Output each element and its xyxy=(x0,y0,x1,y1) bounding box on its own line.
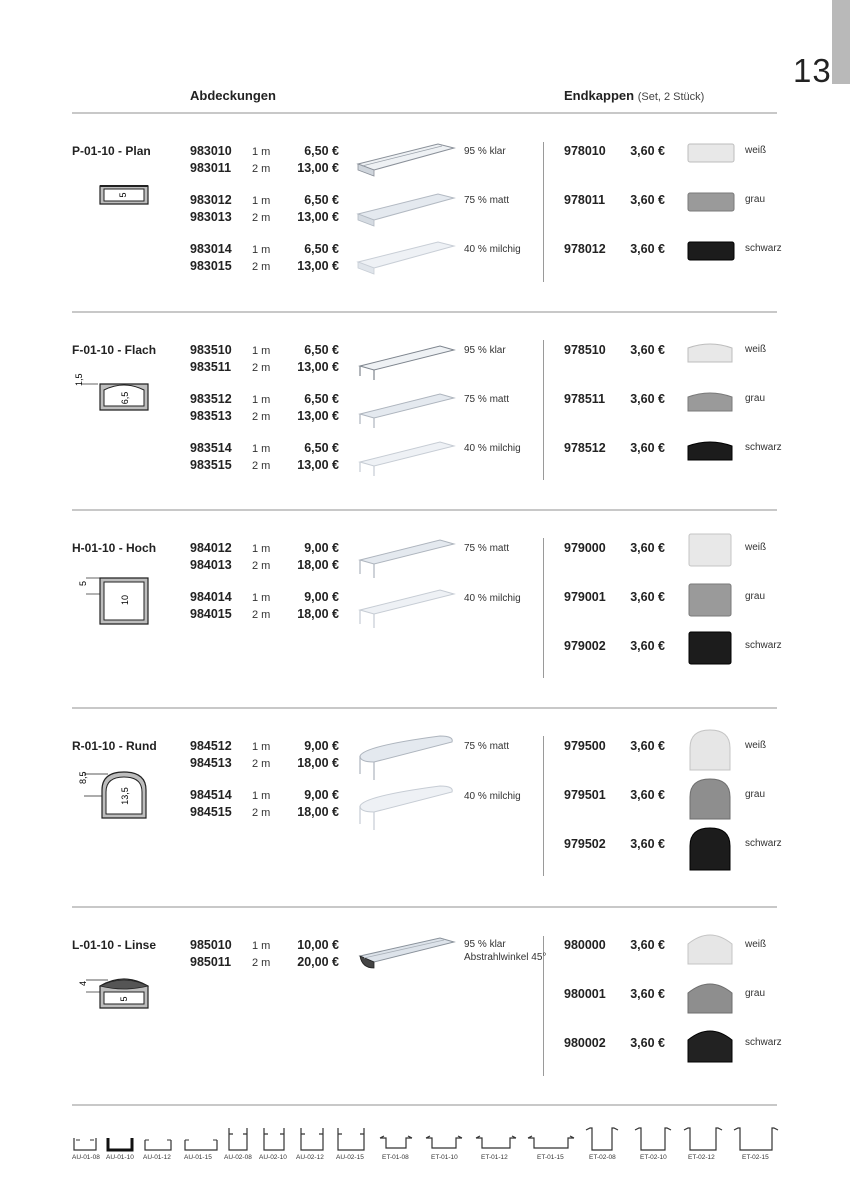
cover-milky-image xyxy=(356,586,456,632)
cover-note: 40 % milchig xyxy=(464,443,521,454)
profile-thumb xyxy=(260,1126,288,1152)
cover-article: 984513 xyxy=(190,756,232,770)
cover-price: 13,00 € xyxy=(297,458,339,472)
endcap-color: weiß xyxy=(745,344,767,355)
profile-thumb xyxy=(633,1126,673,1154)
endcap-grey-image xyxy=(686,187,738,217)
cover-length: 1 m xyxy=(252,940,271,952)
cover-article: 984012 xyxy=(190,541,232,555)
cover-price: 18,00 € xyxy=(297,805,339,819)
cover-length: 1 m xyxy=(252,592,271,604)
endcap-color: grau xyxy=(745,988,766,999)
profile-thumb-label: ET-01-12 xyxy=(481,1154,508,1161)
endcap-price: 3,60 € xyxy=(630,242,665,256)
endcap-article: 979000 xyxy=(564,541,606,555)
cover-length: 2 m xyxy=(252,560,271,572)
section-title: L-01-10 - Linse xyxy=(72,938,157,952)
cover-price: 6,50 € xyxy=(304,144,339,158)
endcap-grey-image xyxy=(686,977,738,1017)
cover-length: 2 m xyxy=(252,807,271,819)
cover-price: 13,00 € xyxy=(297,161,339,175)
endcap-grey-image xyxy=(686,777,738,821)
profile-thumb-label: AU-01-08 xyxy=(72,1154,100,1161)
endcap-black-image xyxy=(686,434,738,466)
cover-milky-image xyxy=(356,784,456,834)
endcap-article: 978512 xyxy=(564,441,606,455)
cover-article: 983510 xyxy=(190,343,232,357)
cover-article: 983013 xyxy=(190,210,232,224)
column-divider xyxy=(543,538,544,678)
cover-article: 984515 xyxy=(190,805,232,819)
cover-note: 40 % milchig xyxy=(464,593,521,604)
endcap-black-image xyxy=(686,826,738,872)
profile-thumb xyxy=(378,1126,414,1152)
rule-header xyxy=(72,112,777,114)
cover-length: 1 m xyxy=(252,345,271,357)
profile-thumb xyxy=(183,1126,221,1152)
cover-note xyxy=(464,938,546,964)
profile-thumb xyxy=(334,1126,368,1152)
cover-note: 95 % klar xyxy=(464,146,506,157)
dim-label: 5 xyxy=(119,996,129,1002)
profile-thumb xyxy=(526,1126,576,1152)
profile-thumb-label: AU-02-15 xyxy=(336,1154,364,1161)
cover-price: 9,00 € xyxy=(304,541,339,555)
cover-price: 13,00 € xyxy=(297,210,339,224)
profile-thumb xyxy=(732,1126,780,1154)
cover-article: 983511 xyxy=(190,360,232,374)
cover-note: 75 % matt xyxy=(464,195,510,206)
cover-price: 18,00 € xyxy=(297,756,339,770)
rule-section-4 xyxy=(72,906,777,908)
endcap-article: 979002 xyxy=(564,639,606,653)
endcap-article: 979001 xyxy=(564,590,606,604)
endcap-grey-image xyxy=(686,385,738,417)
endcap-article: 979502 xyxy=(564,837,606,851)
page-number: 13 xyxy=(793,52,832,89)
cover-note-line: Abstrahlwinkel 45° xyxy=(464,952,547,963)
cover-price: 6,50 € xyxy=(304,392,339,406)
profile-thumb xyxy=(584,1126,620,1154)
cover-price: 18,00 € xyxy=(297,607,339,621)
cover-price: 6,50 € xyxy=(304,441,339,455)
profile-thumb-label: AU-01-12 xyxy=(143,1154,171,1161)
profile-rund-drawing xyxy=(68,770,158,824)
endcap-color: grau xyxy=(745,591,766,602)
profile-thumb xyxy=(424,1126,464,1152)
profile-thumb-label: AU-02-10 xyxy=(259,1154,287,1161)
endcap-article: 979500 xyxy=(564,739,606,753)
header-endcaps-sub: (Set, 2 Stück) xyxy=(637,91,705,103)
endcap-grey-image xyxy=(686,580,738,620)
profile-thumb xyxy=(72,1126,100,1152)
cover-article: 983512 xyxy=(190,392,232,406)
profile-thumb xyxy=(106,1126,136,1152)
endcap-price: 3,60 € xyxy=(630,788,665,802)
endcap-article: 980002 xyxy=(564,1036,606,1050)
endcap-color: grau xyxy=(745,789,766,800)
cover-length: 2 m xyxy=(252,758,271,770)
chapter-tab xyxy=(832,0,850,84)
cover-length: 2 m xyxy=(252,411,271,423)
cover-matte-image xyxy=(356,734,456,784)
cover-price: 6,50 € xyxy=(304,242,339,256)
profile-thumb-label: ET-02-10 xyxy=(640,1154,667,1161)
cover-note-line: 95 % klar xyxy=(464,939,506,950)
cover-price: 10,00 € xyxy=(297,938,339,952)
profile-thumb-label: ET-01-15 xyxy=(537,1154,564,1161)
cover-note: 40 % milchig xyxy=(464,244,521,255)
cover-note: 95 % klar xyxy=(464,345,506,356)
profile-hoch-drawing xyxy=(68,574,158,630)
profile-thumb xyxy=(143,1126,175,1152)
profile-thumb-label: AU-01-15 xyxy=(184,1154,212,1161)
endcap-article: 979501 xyxy=(564,788,606,802)
endcap-white-image xyxy=(686,530,738,570)
header-endcaps xyxy=(564,88,704,103)
cover-length: 2 m xyxy=(252,609,271,621)
dim-label: 4 xyxy=(78,980,88,986)
cover-price: 13,00 € xyxy=(297,409,339,423)
endcap-price: 3,60 € xyxy=(630,541,665,555)
cover-length: 1 m xyxy=(252,543,271,555)
profile-linse-drawing xyxy=(68,972,158,1012)
dim-label: 10 xyxy=(120,594,130,606)
endcap-price: 3,60 € xyxy=(630,639,665,653)
cover-article: 984514 xyxy=(190,788,232,802)
profile-thumb xyxy=(297,1126,327,1152)
section-title: R-01-10 - Rund xyxy=(72,739,157,753)
endcap-black-image xyxy=(686,1024,738,1066)
section-title: P-01-10 - Plan xyxy=(72,144,151,158)
cover-article: 984013 xyxy=(190,558,232,572)
cover-article: 983015 xyxy=(190,259,232,273)
cover-price: 13,00 € xyxy=(297,259,339,273)
endcap-price: 3,60 € xyxy=(630,144,665,158)
cover-length: 2 m xyxy=(252,163,271,175)
endcap-white-image xyxy=(686,728,738,772)
column-divider xyxy=(543,142,544,282)
profile-thumb-label: AU-01-10 xyxy=(106,1154,134,1161)
cover-length: 1 m xyxy=(252,394,271,406)
cover-clear-image xyxy=(356,140,456,180)
cover-matte-image xyxy=(356,536,456,582)
cover-note: 75 % matt xyxy=(464,543,510,554)
cover-article: 983011 xyxy=(190,161,232,175)
endcap-article: 978510 xyxy=(564,343,606,357)
cover-price: 20,00 € xyxy=(297,955,339,969)
header-covers: Abdeckungen xyxy=(190,88,276,103)
cover-price: 9,00 € xyxy=(304,788,339,802)
endcap-article: 980001 xyxy=(564,987,606,1001)
cover-length: 2 m xyxy=(252,212,271,224)
endcap-color: weiß xyxy=(745,542,767,553)
cover-clear-image xyxy=(356,340,456,384)
cover-length: 1 m xyxy=(252,741,271,753)
profile-thumb-label: ET-02-08 xyxy=(589,1154,616,1161)
dim-label: 6,5 xyxy=(120,391,130,405)
cover-price: 9,00 € xyxy=(304,739,339,753)
endcap-color: schwarz xyxy=(745,243,782,254)
cover-price: 13,00 € xyxy=(297,360,339,374)
cover-article: 985011 xyxy=(190,955,232,969)
endcap-color: schwarz xyxy=(745,838,782,849)
profile-thumb-label: ET-02-15 xyxy=(742,1154,769,1161)
cover-article: 985010 xyxy=(190,938,232,952)
endcap-white-image xyxy=(686,336,738,368)
dim-label: 5 xyxy=(118,192,128,198)
dim-label: 13,5 xyxy=(120,787,130,805)
cover-length: 1 m xyxy=(252,244,271,256)
cover-lens-image xyxy=(356,934,456,978)
endcap-price: 3,60 € xyxy=(630,739,665,753)
cover-milky-image xyxy=(356,238,456,278)
cover-price: 6,50 € xyxy=(304,343,339,357)
cover-article: 983513 xyxy=(190,409,232,423)
profile-thumb-label: AU-02-08 xyxy=(224,1154,252,1161)
endcap-white-image xyxy=(686,138,738,168)
cover-price: 9,00 € xyxy=(304,590,339,604)
cover-length: 1 m xyxy=(252,195,271,207)
dim-label: 8,5 xyxy=(78,771,88,784)
endcap-article: 978010 xyxy=(564,144,606,158)
cover-article: 984015 xyxy=(190,607,232,621)
cover-note: 40 % milchig xyxy=(464,791,521,802)
rule-section-3 xyxy=(72,707,777,709)
rule-section-2 xyxy=(72,509,777,511)
cover-length: 2 m xyxy=(252,460,271,472)
endcap-article: 980000 xyxy=(564,938,606,952)
endcap-article: 978011 xyxy=(564,193,606,207)
profile-thumb xyxy=(474,1126,518,1152)
endcap-article: 978012 xyxy=(564,242,606,256)
endcap-price: 3,60 € xyxy=(630,441,665,455)
cover-article: 983514 xyxy=(190,441,232,455)
endcap-price: 3,60 € xyxy=(630,193,665,207)
column-divider xyxy=(543,340,544,480)
cover-article: 984014 xyxy=(190,590,232,604)
section-title: H-01-10 - Hoch xyxy=(72,541,157,555)
profile-thumb-label: ET-02-12 xyxy=(688,1154,715,1161)
endcap-color: schwarz xyxy=(745,442,782,453)
endcap-color: grau xyxy=(745,194,766,205)
cover-article: 984512 xyxy=(190,739,232,753)
profile-thumb-label: ET-01-10 xyxy=(431,1154,458,1161)
endcap-color: grau xyxy=(745,393,766,404)
cover-milky-image xyxy=(356,436,456,480)
rule-section-5 xyxy=(72,1104,777,1106)
cover-note: 75 % matt xyxy=(464,394,510,405)
profile-flach-drawing xyxy=(68,372,158,414)
cover-article: 983014 xyxy=(190,242,232,256)
cover-note: 75 % matt xyxy=(464,741,510,752)
endcap-color: schwarz xyxy=(745,1037,782,1048)
endcap-price: 3,60 € xyxy=(630,392,665,406)
cover-matte-image xyxy=(356,388,456,432)
endcap-price: 3,60 € xyxy=(630,343,665,357)
cover-length: 1 m xyxy=(252,443,271,455)
profile-plan-drawing xyxy=(68,180,158,210)
cover-price: 6,50 € xyxy=(304,193,339,207)
endcap-color: schwarz xyxy=(745,640,782,651)
cover-matte-image xyxy=(356,190,456,230)
dim-label: 1,5 xyxy=(74,373,84,386)
profile-thumb xyxy=(225,1126,251,1152)
rule-section-1 xyxy=(72,311,777,313)
cover-length: 1 m xyxy=(252,790,271,802)
dim-label: 5 xyxy=(78,580,88,586)
endcap-price: 3,60 € xyxy=(630,837,665,851)
cover-length: 2 m xyxy=(252,261,271,273)
cover-length: 1 m xyxy=(252,146,271,158)
endcap-black-image xyxy=(686,628,738,668)
cover-length: 2 m xyxy=(252,362,271,374)
cover-article: 983010 xyxy=(190,144,232,158)
endcap-price: 3,60 € xyxy=(630,987,665,1001)
column-divider xyxy=(543,736,544,876)
profile-thumb-label: ET-01-08 xyxy=(382,1154,409,1161)
cover-length: 2 m xyxy=(252,957,271,969)
endcap-article: 978511 xyxy=(564,392,606,406)
endcap-color: weiß xyxy=(745,939,767,950)
profile-thumb xyxy=(682,1126,724,1154)
section-title: F-01-10 - Flach xyxy=(72,343,157,357)
endcap-price: 3,60 € xyxy=(630,1036,665,1050)
cover-price: 18,00 € xyxy=(297,558,339,572)
endcap-price: 3,60 € xyxy=(630,938,665,952)
endcap-price: 3,60 € xyxy=(630,590,665,604)
cover-article: 983515 xyxy=(190,458,232,472)
endcap-white-image xyxy=(686,928,738,968)
header-endcaps-label: Endkappen xyxy=(564,88,635,103)
cover-article: 983012 xyxy=(190,193,232,207)
profile-thumb-label: AU-02-12 xyxy=(296,1154,324,1161)
endcap-black-image xyxy=(686,236,738,266)
endcap-color: weiß xyxy=(745,145,767,156)
endcap-color: weiß xyxy=(745,740,767,751)
